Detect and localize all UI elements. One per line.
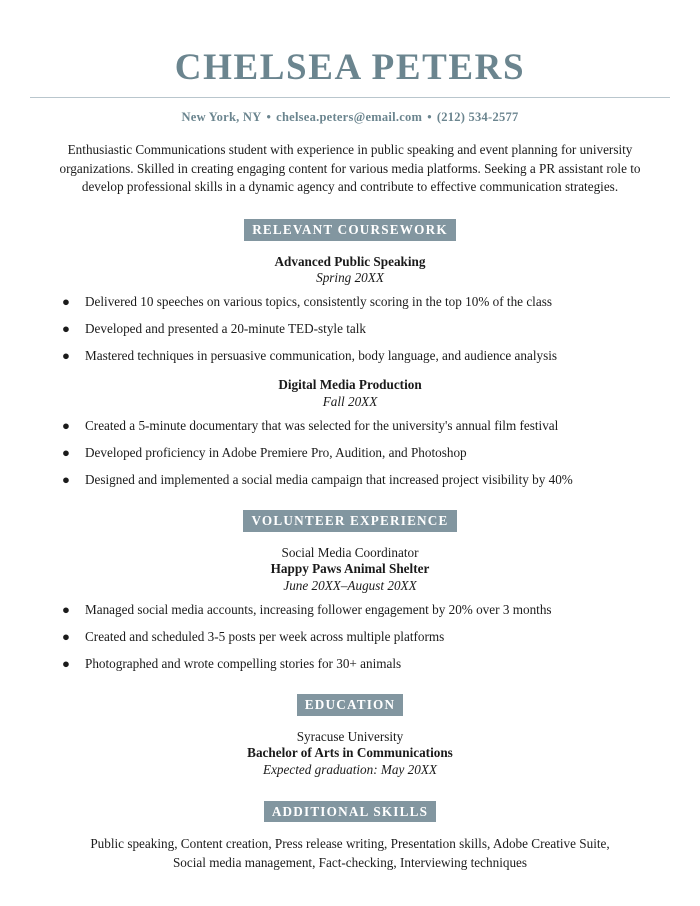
page-title: CHELSEA PETERS	[174, 47, 526, 88]
contact-separator-2: •	[427, 109, 432, 124]
contact-line	[30, 110, 670, 125]
skills-list	[70, 834, 630, 872]
list-item-text: Created a 5-minute documentary that was selected for the university's annual film festival	[85, 417, 559, 433]
education-school: Syracuse University	[296, 728, 404, 744]
volunteer-role: Social Media Coordinator	[281, 544, 419, 560]
list-item	[62, 347, 656, 364]
bullet-icon: ●	[62, 293, 70, 309]
list-item	[62, 655, 656, 672]
education-graduation: Expected graduation: May 20XX	[263, 761, 437, 777]
course-date: Spring 20XX	[316, 270, 384, 286]
bullet-icon: ●	[62, 472, 70, 488]
list-item	[62, 601, 656, 618]
professional-summary: Enthusiastic Communications student with experience in public speaking and event planning for university organizations. Skilled in creating engaging content for various media platforms. Seeking a PR assistant role to develop professional skills in a dynamic agency and contribute to effective communication strategies.	[59, 141, 641, 195]
bullet-icon: ●	[62, 444, 70, 460]
skills-line-2: Social media management, Fact-checking, Interviewing techniques	[172, 855, 528, 871]
course-date: Fall 20XX	[322, 394, 378, 410]
section-header-education-label: EDUCATION	[297, 694, 403, 716]
education-degree: Bachelor of Arts in Communications	[247, 745, 453, 761]
list-item	[62, 471, 656, 488]
skills-line-1: Public speaking, Content creation, Press release writing, Presentation skills, Adobe Creative Suite,	[90, 836, 610, 852]
course-title: Digital Media Production	[278, 377, 422, 393]
list-item	[62, 444, 656, 461]
list-item-text: Managed social media accounts, increasing follower engagement by 20% over 3 months	[85, 601, 552, 617]
volunteer-dates: June 20XX–August 20XX	[283, 578, 417, 593]
coursework-entry-2	[30, 377, 670, 410]
contact-separator-1: •	[266, 109, 272, 124]
section-header-volunteer-label: VOLUNTEER EXPERIENCE	[243, 510, 456, 532]
list-item-text: Delivered 10 speeches on various topics, consistently scoring in the top 10% of the class	[85, 293, 552, 309]
list-item	[62, 628, 656, 645]
coursework-entry-2-bullets	[30, 417, 670, 488]
bullet-icon: ●	[62, 628, 70, 644]
contact-phone[interactable]: (212) 534-2577	[436, 109, 519, 124]
list-item-text: Mastered techniques in persuasive communication, body language, and audience analysis	[85, 348, 558, 364]
list-item-text: Developed and presented a 20-minute TED-style talk	[85, 321, 367, 337]
contact-location: New York, NY	[181, 109, 262, 124]
list-item	[62, 417, 656, 434]
list-item-text: Developed proficiency in Adobe Premiere Pro, Audition, and Photoshop	[85, 444, 467, 460]
education-entry	[30, 729, 670, 779]
list-item	[62, 293, 656, 310]
list-item-text: Created and scheduled 3-5 posts per week across multiple platforms	[85, 628, 445, 644]
bullet-icon: ●	[62, 655, 70, 671]
volunteer-entry	[30, 545, 670, 595]
list-item-text: Photographed and wrote compelling stories for 30+ animals	[85, 655, 402, 671]
volunteer-organization: Happy Paws Animal Shelter	[270, 561, 430, 577]
bullet-icon: ●	[62, 601, 70, 617]
section-header-skills	[30, 801, 670, 823]
bullet-icon: ●	[62, 417, 70, 433]
contact-email[interactable]: chelsea.peters@email.com	[276, 109, 423, 124]
coursework-entry-1	[30, 254, 670, 287]
bullet-icon: ●	[62, 348, 70, 364]
header-divider	[30, 97, 670, 98]
course-title: Advanced Public Speaking	[274, 253, 426, 269]
bullet-icon: ●	[62, 321, 70, 337]
list-item-text: Designed and implemented a social media campaign that increased project visibility by 40%	[85, 472, 573, 488]
section-header-skills-label: ADDITIONAL SKILLS	[264, 801, 436, 823]
list-item	[62, 320, 656, 337]
section-header-volunteer	[30, 510, 670, 532]
section-header-education	[30, 694, 670, 716]
volunteer-bullets	[30, 601, 670, 672]
section-header-coursework	[30, 219, 670, 241]
section-header-coursework-label: RELEVANT COURSEWORK	[244, 219, 456, 241]
coursework-entry-1-bullets	[30, 293, 670, 364]
